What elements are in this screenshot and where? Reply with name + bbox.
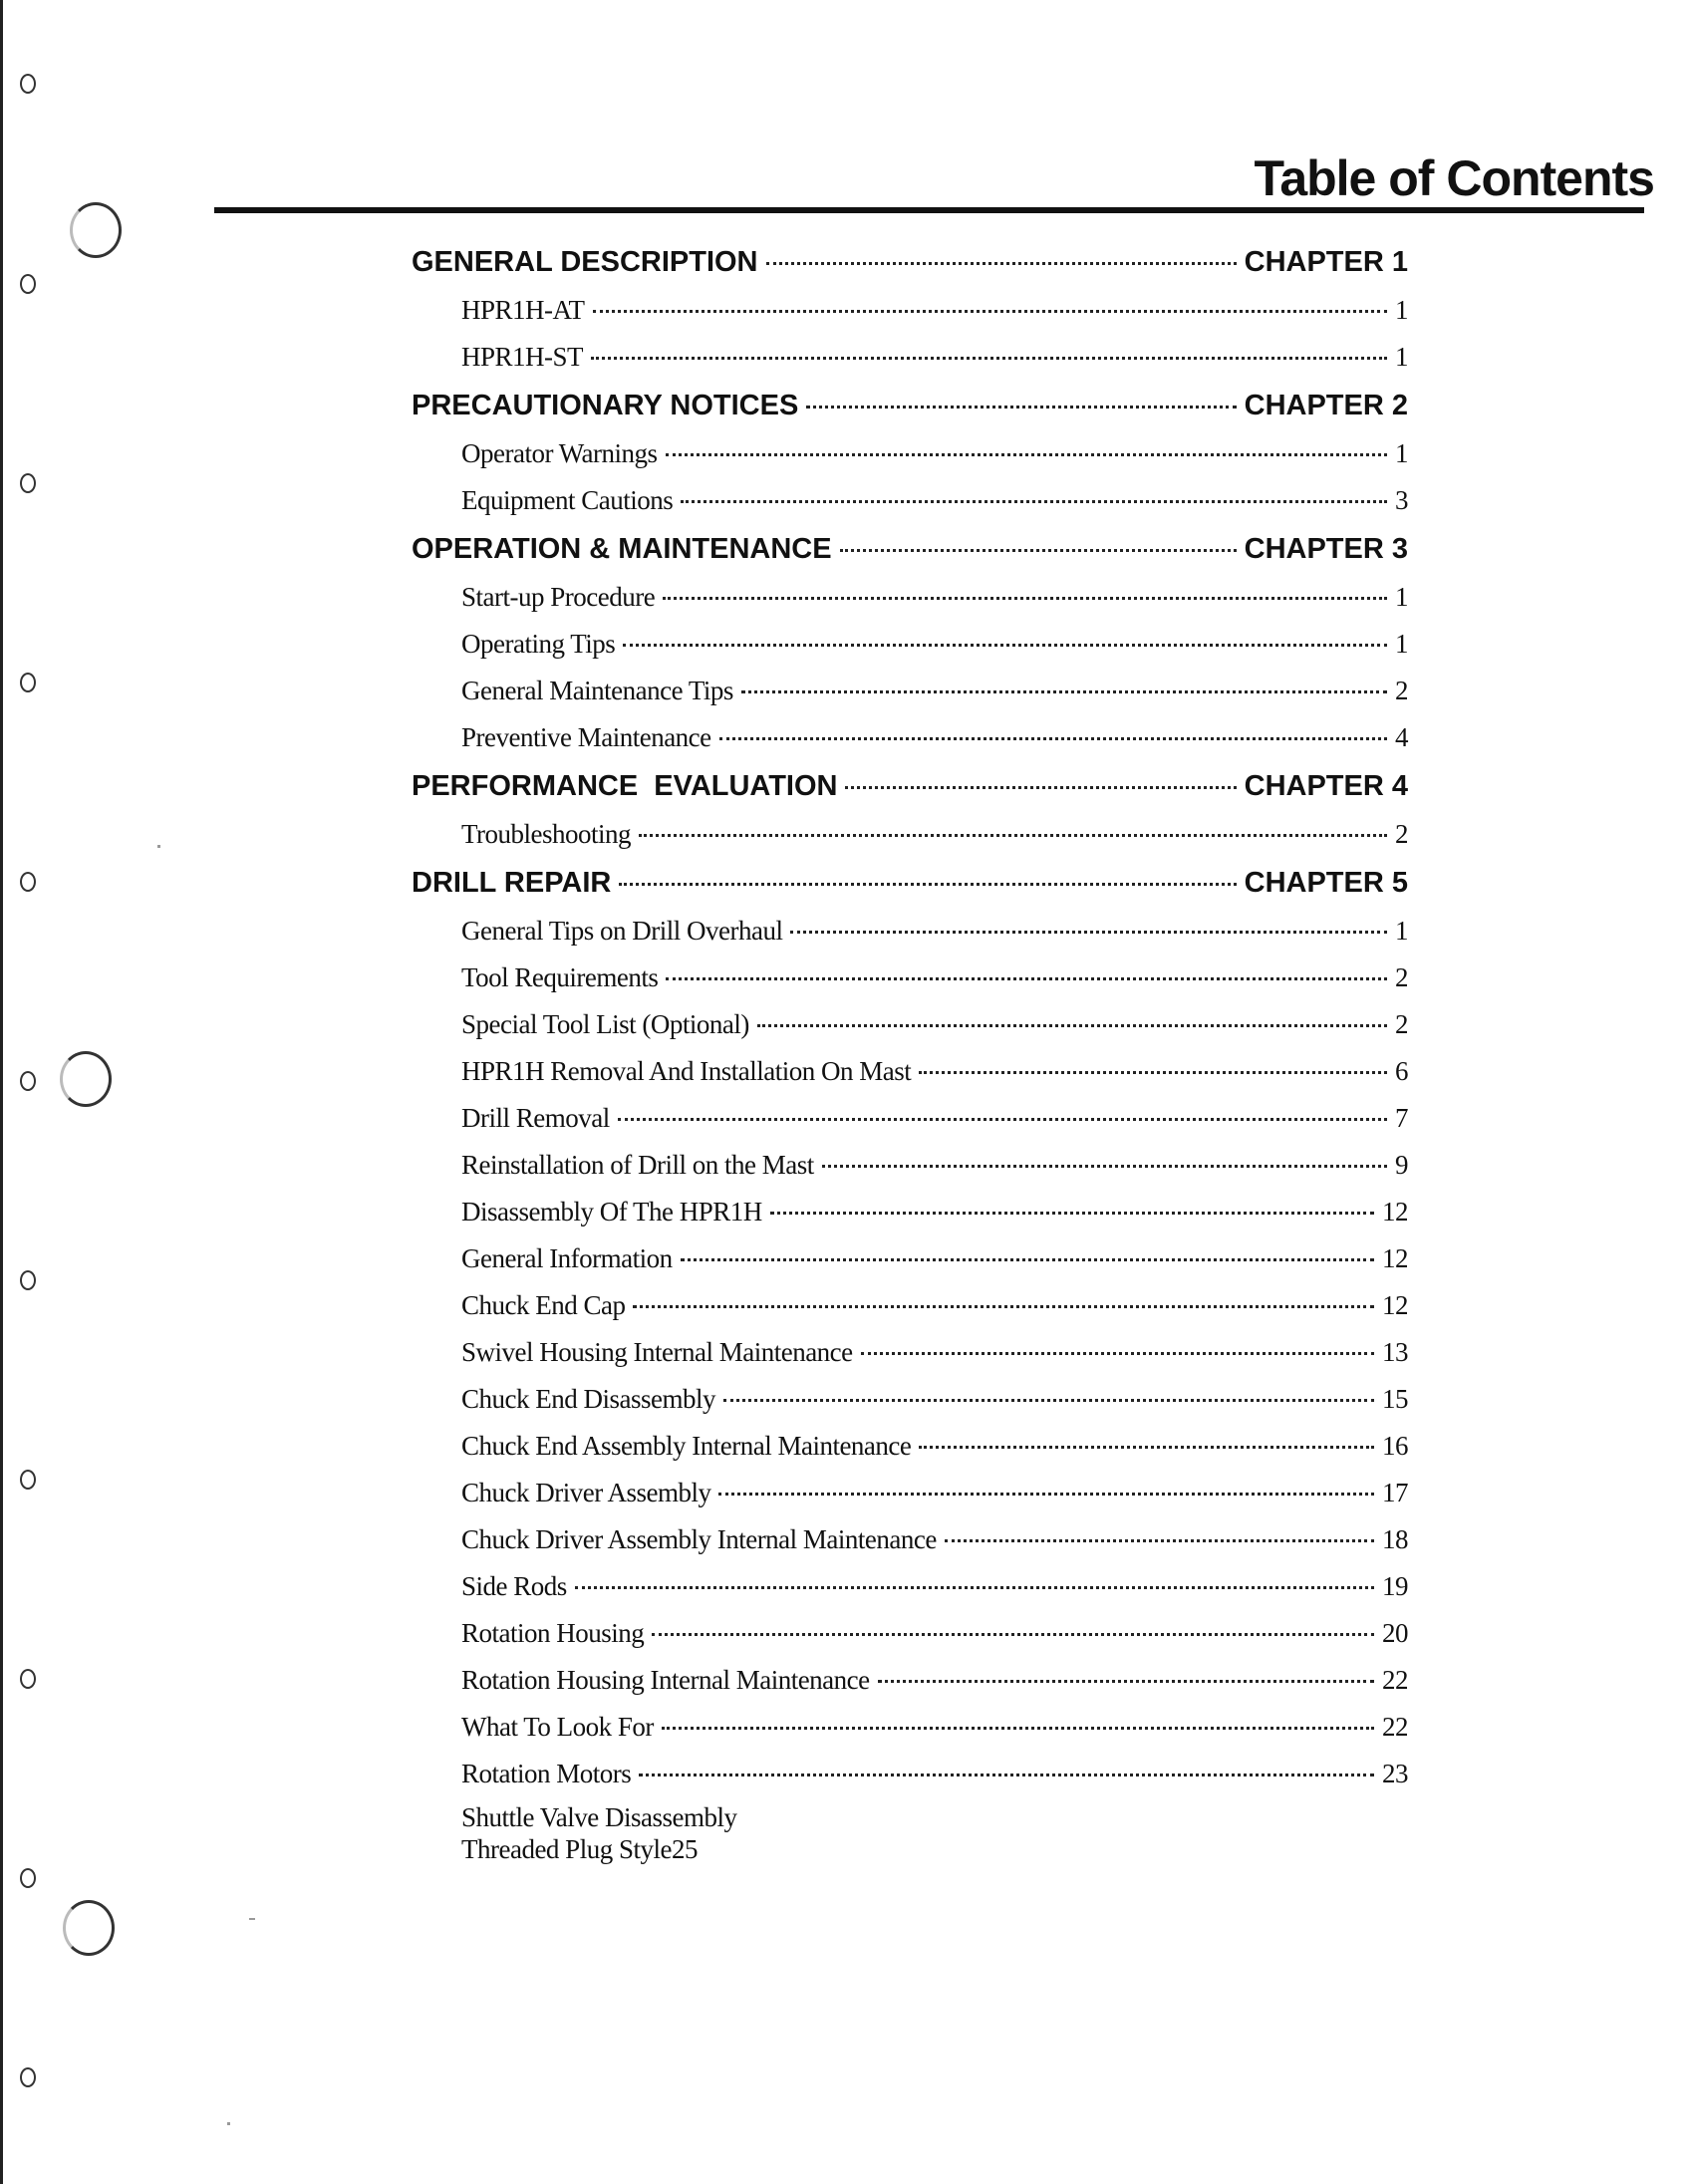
entry-title: Chuck Driver Assembly bbox=[461, 1478, 711, 1507]
entry-title: Tool Requirements bbox=[461, 962, 659, 992]
entry-title: HPR1H Removal And Installation On Mast bbox=[461, 1056, 912, 1086]
entry-title: Side Rods bbox=[461, 1571, 567, 1601]
dot-leader bbox=[919, 1446, 1374, 1449]
toc-entry bbox=[412, 1751, 1408, 1797]
dot-leader bbox=[770, 1212, 1374, 1215]
punch-hole bbox=[20, 1868, 36, 1888]
chapter-title: GENERAL DESCRIPTION bbox=[412, 246, 758, 278]
punch-hole bbox=[20, 872, 36, 892]
toc-entry bbox=[412, 1563, 1408, 1610]
dot-leader bbox=[741, 690, 1387, 693]
dot-leader bbox=[718, 1493, 1374, 1496]
dot-leader bbox=[666, 453, 1387, 456]
entry-title: Operating Tips bbox=[461, 629, 616, 659]
toc-entry bbox=[412, 668, 1408, 714]
punch-hole bbox=[20, 74, 36, 94]
entry-page: 22 bbox=[1382, 1665, 1408, 1695]
table-of-contents bbox=[412, 237, 1408, 1865]
entry-title: Reinstallation of Drill on the Mast bbox=[461, 1150, 814, 1180]
dot-leader bbox=[639, 834, 1387, 837]
punch-hole bbox=[20, 673, 36, 692]
entry-page: 16 bbox=[1382, 1431, 1408, 1461]
entry-page: 12 bbox=[1382, 1243, 1408, 1273]
dot-leader bbox=[666, 977, 1387, 980]
entry-title: Equipment Cautions bbox=[461, 485, 674, 515]
dot-leader bbox=[591, 357, 1387, 360]
entry-page: 25 bbox=[671, 1834, 698, 1864]
dot-leader bbox=[619, 883, 1236, 886]
toc-entry-multiline bbox=[412, 1801, 1408, 1865]
binder-edge bbox=[0, 0, 3, 2184]
entry-title: Drill Removal bbox=[461, 1103, 610, 1133]
dot-leader bbox=[945, 1539, 1374, 1542]
dot-leader bbox=[845, 786, 1236, 789]
dot-leader bbox=[861, 1352, 1374, 1355]
toc-chapter-3 bbox=[412, 524, 1408, 574]
toc-entry bbox=[412, 1704, 1408, 1751]
entry-title: Rotation Housing bbox=[461, 1618, 645, 1648]
chapter-number: CHAPTER 1 bbox=[1244, 246, 1408, 278]
dot-leader bbox=[663, 597, 1387, 600]
dot-leader bbox=[757, 1024, 1387, 1027]
entry-page: 18 bbox=[1382, 1524, 1408, 1554]
chapter-title: OPERATION & MAINTENANCE bbox=[412, 533, 832, 565]
entry-page: 1 bbox=[1395, 295, 1408, 325]
ring-hole bbox=[70, 202, 122, 258]
toc-entry bbox=[412, 1423, 1408, 1470]
entry-page: 12 bbox=[1382, 1290, 1408, 1320]
toc-entry bbox=[412, 1470, 1408, 1516]
entry-page: 1 bbox=[1395, 582, 1408, 612]
toc-entry bbox=[412, 574, 1408, 621]
toc-entry bbox=[412, 1516, 1408, 1563]
entry-page: 20 bbox=[1382, 1618, 1408, 1648]
entry-title: HPR1H-AT bbox=[461, 295, 585, 325]
dot-leader bbox=[618, 1118, 1387, 1121]
entry-page: 17 bbox=[1382, 1478, 1408, 1507]
chapter-number: CHAPTER 3 bbox=[1244, 533, 1408, 565]
punch-hole bbox=[20, 1669, 36, 1689]
entry-title: Rotation Housing Internal Maintenance bbox=[461, 1665, 870, 1695]
entry-page: 1 bbox=[1395, 438, 1408, 468]
entry-page: 9 bbox=[1395, 1150, 1408, 1180]
dot-leader bbox=[806, 406, 1236, 409]
ring-hole bbox=[63, 1900, 115, 1956]
entry-title: Troubleshooting bbox=[461, 819, 632, 849]
entry-title: Start-up Procedure bbox=[461, 582, 656, 612]
entry-page: 1 bbox=[1395, 916, 1408, 946]
entry-title: Chuck Driver Assembly Internal Maintenance bbox=[461, 1524, 937, 1554]
dot-leader bbox=[593, 310, 1387, 313]
toc-entry bbox=[412, 1235, 1408, 1282]
scan-speck bbox=[249, 1918, 255, 1920]
dot-leader bbox=[575, 1586, 1374, 1589]
toc-entry bbox=[412, 1329, 1408, 1376]
header-rule bbox=[214, 207, 1644, 213]
entry-page: 1 bbox=[1395, 629, 1408, 659]
toc-entry bbox=[412, 621, 1408, 668]
chapter-number: CHAPTER 5 bbox=[1244, 867, 1408, 899]
entry-page: 19 bbox=[1382, 1571, 1408, 1601]
entry-page: 3 bbox=[1395, 485, 1408, 515]
entry-title: Disassembly Of The HPR1H bbox=[461, 1197, 762, 1227]
entry-title-line2: Threaded Plug Style bbox=[461, 1834, 672, 1864]
toc-entry bbox=[412, 1189, 1408, 1235]
toc-entry bbox=[412, 1001, 1408, 1048]
entry-title: What To Look For bbox=[461, 1712, 654, 1742]
toc-entry bbox=[412, 1048, 1408, 1095]
entry-title: Swivel Housing Internal Maintenance bbox=[461, 1337, 853, 1367]
dot-leader bbox=[652, 1633, 1374, 1636]
toc-entry bbox=[412, 1610, 1408, 1657]
toc-chapter-5 bbox=[412, 858, 1408, 908]
dot-leader bbox=[878, 1680, 1374, 1683]
punch-hole bbox=[20, 2067, 36, 2087]
chapter-number: CHAPTER 4 bbox=[1244, 770, 1408, 802]
toc-entry bbox=[412, 430, 1408, 477]
toc-entry bbox=[412, 1376, 1408, 1423]
entry-title: General Information bbox=[461, 1243, 673, 1273]
entry-title: Operator Warnings bbox=[461, 438, 658, 468]
toc-chapter-2 bbox=[412, 381, 1408, 430]
toc-entry bbox=[412, 477, 1408, 524]
toc-entry bbox=[412, 1142, 1408, 1189]
entry-title: Chuck End Cap bbox=[461, 1290, 626, 1320]
dot-leader bbox=[719, 737, 1387, 740]
dot-leader bbox=[822, 1165, 1387, 1168]
entry-title: General Maintenance Tips bbox=[461, 676, 733, 705]
dot-leader bbox=[662, 1727, 1374, 1730]
entry-page: 15 bbox=[1382, 1384, 1408, 1414]
toc-entry bbox=[412, 1657, 1408, 1704]
scan-speck bbox=[157, 845, 160, 848]
entry-page: 1 bbox=[1395, 342, 1408, 372]
entry-page: 6 bbox=[1395, 1056, 1408, 1086]
entry-line2 bbox=[461, 1833, 1408, 1865]
dot-leader bbox=[639, 1774, 1374, 1776]
dot-leader bbox=[723, 1399, 1374, 1402]
toc-entry bbox=[412, 811, 1408, 858]
entry-title: Special Tool List (Optional) bbox=[461, 1009, 749, 1039]
entry-page: 7 bbox=[1395, 1103, 1408, 1133]
chapter-title: PERFORMANCE EVALUATION bbox=[412, 770, 838, 802]
toc-entry bbox=[412, 908, 1408, 955]
entry-page: 4 bbox=[1395, 722, 1408, 752]
ring-hole bbox=[60, 1051, 112, 1107]
entry-page: 23 bbox=[1382, 1759, 1408, 1788]
entry-page: 2 bbox=[1395, 962, 1408, 992]
entry-title: Preventive Maintenance bbox=[461, 722, 711, 752]
dot-leader bbox=[633, 1305, 1374, 1308]
chapter-number: CHAPTER 2 bbox=[1244, 390, 1408, 421]
dot-leader bbox=[766, 262, 1237, 265]
entry-title: General Tips on Drill Overhaul bbox=[461, 916, 783, 946]
entry-page: 2 bbox=[1395, 1009, 1408, 1039]
toc-entry bbox=[412, 714, 1408, 761]
entry-page: 2 bbox=[1395, 676, 1408, 705]
punch-hole bbox=[20, 274, 36, 294]
toc-entry bbox=[412, 334, 1408, 381]
entry-title: Rotation Motors bbox=[461, 1759, 632, 1788]
entry-title: Chuck End Disassembly bbox=[461, 1384, 715, 1414]
entry-page: 22 bbox=[1382, 1712, 1408, 1742]
entry-page: 12 bbox=[1382, 1197, 1408, 1227]
entry-page: 13 bbox=[1382, 1337, 1408, 1367]
toc-chapter-4 bbox=[412, 761, 1408, 811]
punch-hole bbox=[20, 1470, 36, 1490]
toc-entry bbox=[412, 955, 1408, 1001]
toc-entry bbox=[412, 1282, 1408, 1329]
punch-hole bbox=[20, 1270, 36, 1290]
chapter-title: DRILL REPAIR bbox=[412, 867, 612, 899]
punch-hole bbox=[20, 1071, 36, 1091]
toc-chapter-1 bbox=[412, 237, 1408, 287]
dot-leader bbox=[919, 1071, 1387, 1074]
entry-title-line1: Shuttle Valve Disassembly bbox=[461, 1802, 737, 1832]
toc-entry bbox=[412, 1095, 1408, 1142]
punch-hole bbox=[20, 473, 36, 493]
page-title: Table of Contents bbox=[1254, 150, 1654, 206]
dot-leader bbox=[790, 931, 1387, 934]
dot-leader bbox=[681, 1258, 1374, 1261]
entry-page: 2 bbox=[1395, 819, 1408, 849]
toc-entry bbox=[412, 287, 1408, 334]
dot-leader bbox=[623, 644, 1387, 647]
scan-speck bbox=[227, 2122, 230, 2125]
dot-leader bbox=[681, 500, 1387, 503]
entry-title: Chuck End Assembly Internal Maintenance bbox=[461, 1431, 912, 1461]
chapter-title: PRECAUTIONARY NOTICES bbox=[412, 390, 799, 421]
entry-title: HPR1H-ST bbox=[461, 342, 584, 372]
dot-leader bbox=[840, 549, 1237, 552]
